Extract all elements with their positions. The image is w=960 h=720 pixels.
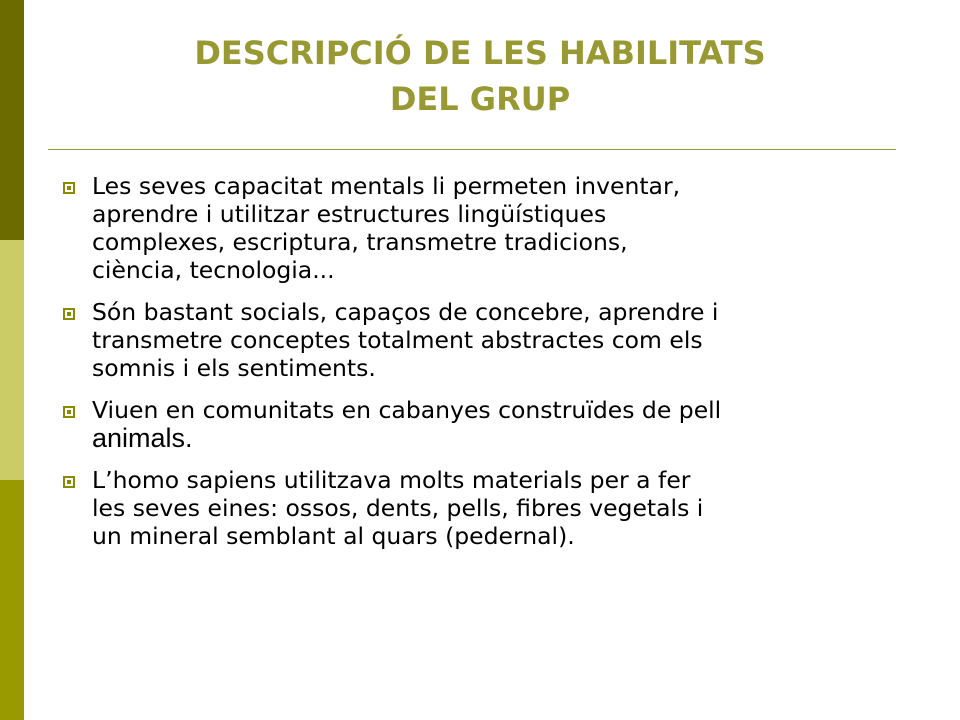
bullet-item-3 <box>62 396 952 452</box>
bullet-line: un mineral semblant al quars (pedernal). <box>92 522 575 550</box>
bullet-line: animals. <box>92 423 193 453</box>
bullet-line: transmetre conceptes totalment abstractes com els <box>92 326 703 354</box>
bullet-line: aprendre i utilitzar estructures lingüístiques <box>92 200 607 228</box>
sidebar-stripe-light <box>0 240 24 480</box>
bullet-text <box>92 172 952 284</box>
bullet-line: ciència, tecnologia... <box>92 256 335 284</box>
square-bullet-icon <box>63 182 75 194</box>
square-bullet-icon <box>63 476 75 488</box>
square-bullet-icon <box>63 406 75 418</box>
bullet-line: les seves eines: ossos, dents, pells, fibres vegetals i <box>92 494 704 522</box>
title-divider <box>48 149 896 150</box>
bullet-line: somnis i els sentiments. <box>92 354 376 382</box>
bullet-line: complexes, escriptura, transmetre tradicions, <box>92 228 628 256</box>
bullet-text <box>92 466 952 550</box>
bullet-line: Les seves capacitat mentals li permeten inventar, <box>92 172 681 200</box>
sidebar-stripe-mid <box>0 480 24 720</box>
bullet-item-2 <box>62 298 952 382</box>
bullet-line: L’homo sapiens utilitzava molts materials per a fer <box>92 466 691 494</box>
bullet-line: Són bastant socials, capaços de concebre, aprendre i <box>92 298 719 326</box>
square-bullet-icon <box>63 308 75 320</box>
slide-title <box>40 30 920 122</box>
sidebar-stripe-dark <box>0 0 24 240</box>
slide-title-line-1: DESCRIPCIÓ DE LES HABILITATS <box>194 34 766 72</box>
bullet-list <box>62 172 952 564</box>
slide-title-line-2: DEL GRUP <box>389 80 571 118</box>
bullet-line: Viuen en comunitats en cabanyes construïdes de pell <box>92 396 722 424</box>
bullet-text <box>92 298 952 382</box>
bullet-text <box>92 396 952 452</box>
bullet-item-4 <box>62 466 952 550</box>
bullet-item-1 <box>62 172 952 284</box>
